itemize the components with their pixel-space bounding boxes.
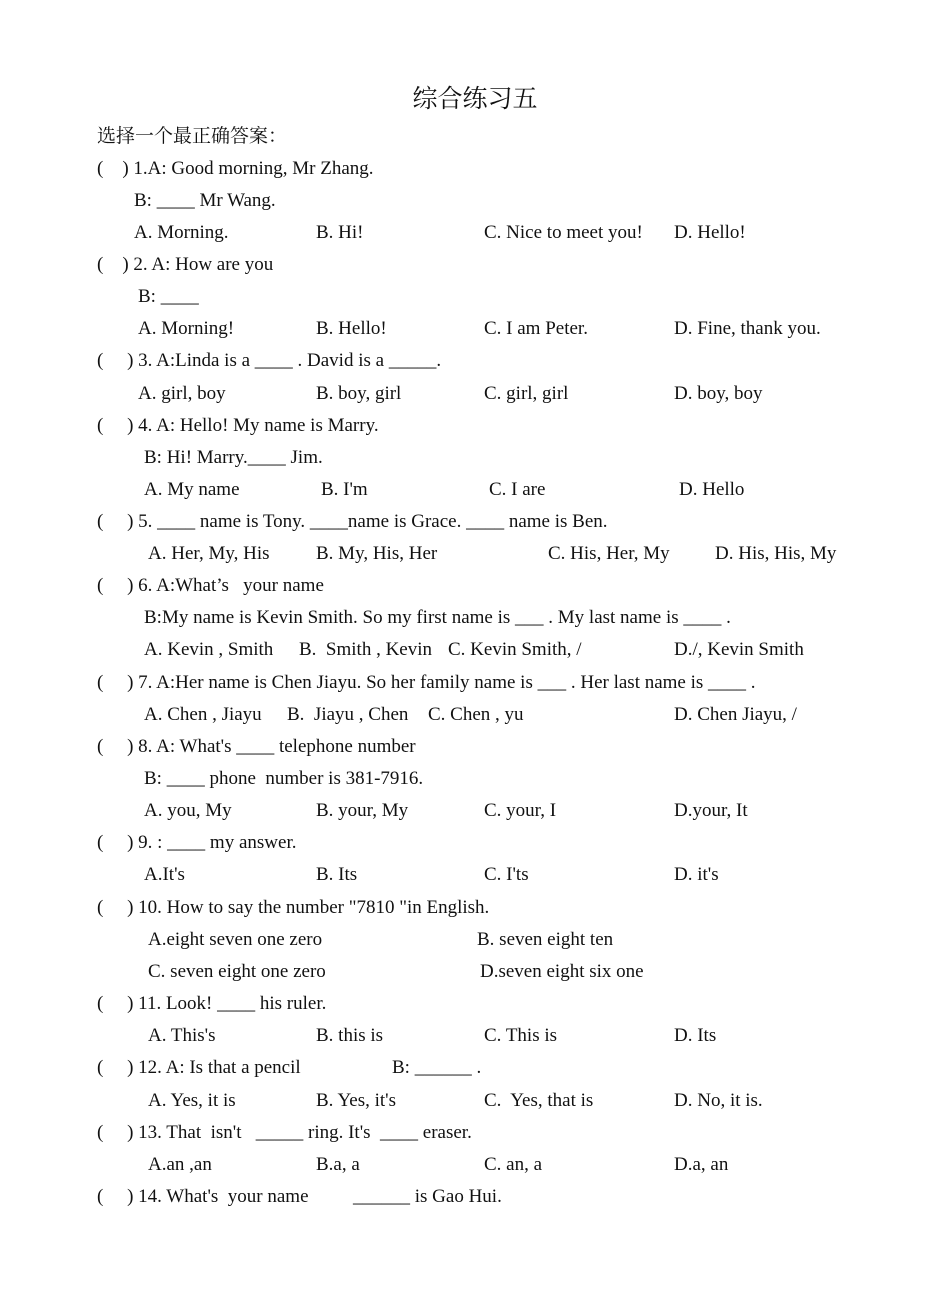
question-8-option-c: C. your, I [484,800,557,821]
question-7-option-b: B. Jiayu , Chen [287,704,409,725]
question-13-option-c: C. an, a [484,1154,543,1175]
question-12-option-d: D. No, it is. [674,1090,763,1111]
question-6-option-a: A. Kevin , Smith [144,639,274,660]
question-7-option-a: A. Chen , Jiayu [144,704,262,725]
question-4-option-d: D. Hello [679,479,745,500]
question-13-option-d: D.a, an [674,1154,729,1175]
question-8-option-a: A. you, My [144,800,232,821]
question-3-option-d: D. boy, boy [674,383,763,404]
question-5-option-a: A. Her, My, His [148,543,270,564]
question-3-option-a: A. girl, boy [138,383,226,404]
question-12-option-b: B. Yes, it's [316,1090,396,1111]
instruction: 选择一个最正确答案： [97,126,288,147]
question-4-option-b: B. I'm [321,479,368,500]
question-5-option-c: C. His, Her, My [548,543,670,564]
question-9-option-c: C. I'ts [484,864,529,885]
question-2-stem: ( ) 2. A: How are you [97,254,274,275]
question-7-option-c: C. Chen , yu [428,704,524,725]
question-12-response: B: ______ . [392,1057,482,1078]
question-7-option-d: D. Chen Jiayu, / [674,704,797,725]
question-4-option-c: C. I are [489,479,546,500]
question-3-option-c: C. girl, girl [484,383,569,404]
question-6-option-b: B. Smith , Kevin [299,639,433,660]
question-1-option-d: D. Hello! [674,222,746,243]
question-10-option-b: B. seven eight ten [477,929,614,950]
question-6-response: B:My name is Kevin Smith. So my first name is ___ . My last name is ____ . [144,607,731,628]
question-6-option-d: D./, Kevin Smith [674,639,804,660]
question-11-option-b: B. this is [316,1025,384,1046]
question-13-option-a: A.an ,an [148,1154,212,1175]
question-6-stem: ( ) 6. A:What’s your name [97,575,324,596]
question-5-option-d: D. His, His, My [715,543,837,564]
question-2-option-a: A. Morning! [138,318,235,339]
question-8-stem: ( ) 8. A: What's ____ telephone number [97,736,416,757]
question-11-option-c: C. This is [484,1025,558,1046]
question-8-response: B: ____ phone number is 381-7916. [144,768,424,789]
question-1-option-c: C. Nice to meet you! [484,222,643,243]
question-11-option-d: D. Its [674,1025,717,1046]
question-8-option-b: B. your, My [316,800,409,821]
question-1-option-a: A. Morning. [134,222,229,243]
question-4-option-a: A. My name [144,479,240,500]
question-4-response: B: Hi! Marry.____ Jim. [144,447,323,468]
question-3-stem: ( ) 3. A:Linda is a ____ . David is a _____. [97,350,442,371]
question-10-option-c: C. seven eight one zero [148,961,326,982]
question-12-option-a: A. Yes, it is [148,1090,236,1111]
question-3-option-b: B. boy, girl [316,383,402,404]
question-5-stem: ( ) 5. ____ name is Tony. ____name is Grace. ____ name is Ben. [97,511,608,532]
question-2-option-c: C. I am Peter. [484,318,588,339]
question-11-stem: ( ) 11. Look! ____ his ruler. [97,993,327,1014]
page-title: 综合练习五 [412,86,538,113]
question-13-option-b: B.a, a [316,1154,360,1175]
question-10-option-a: A.eight seven one zero [148,929,323,950]
question-2-option-d: D. Fine, thank you. [674,318,821,339]
question-2-response: B: ____ [138,286,199,307]
question-12-option-c: C. Yes, that is [484,1090,594,1111]
question-5-option-b: B. My, His, Her [316,543,438,564]
question-1-response: B: ____ Mr Wang. [134,190,276,211]
question-11-option-a: A. This's [148,1025,216,1046]
question-9-option-a: A.It's [144,864,185,885]
question-12-stem: ( ) 12. A: Is that a pencil [97,1057,301,1078]
question-10-option-d: D.seven eight six one [480,961,644,982]
question-6-option-c: C. Kevin Smith, / [448,639,582,660]
question-14-response: ______ is Gao Hui. [353,1186,502,1207]
question-9-option-d: D. it's [674,864,719,885]
question-13-stem: ( ) 13. That isn't _____ ring. It's ____ eraser. [97,1122,472,1143]
question-9-option-b: B. Its [316,864,358,885]
question-14-stem: ( ) 14. What's your name [97,1186,309,1207]
question-7-stem: ( ) 7. A:Her name is Chen Jiayu. So her family name is ___ . Her last name is ____ . [97,672,756,693]
question-2-option-b: B. Hello! [316,318,387,339]
question-1-stem: ( ) 1.A: Good morning, Mr Zhang. [97,158,374,179]
question-1-option-b: B. Hi! [316,222,364,243]
question-8-option-d: D.your, It [674,800,748,821]
question-9-stem: ( ) 9. : ____ my answer. [97,832,297,853]
question-10-stem: ( ) 10. How to say the number "7810 "in English. [97,897,490,918]
question-4-stem: ( ) 4. A: Hello! My name is Marry. [97,415,379,436]
